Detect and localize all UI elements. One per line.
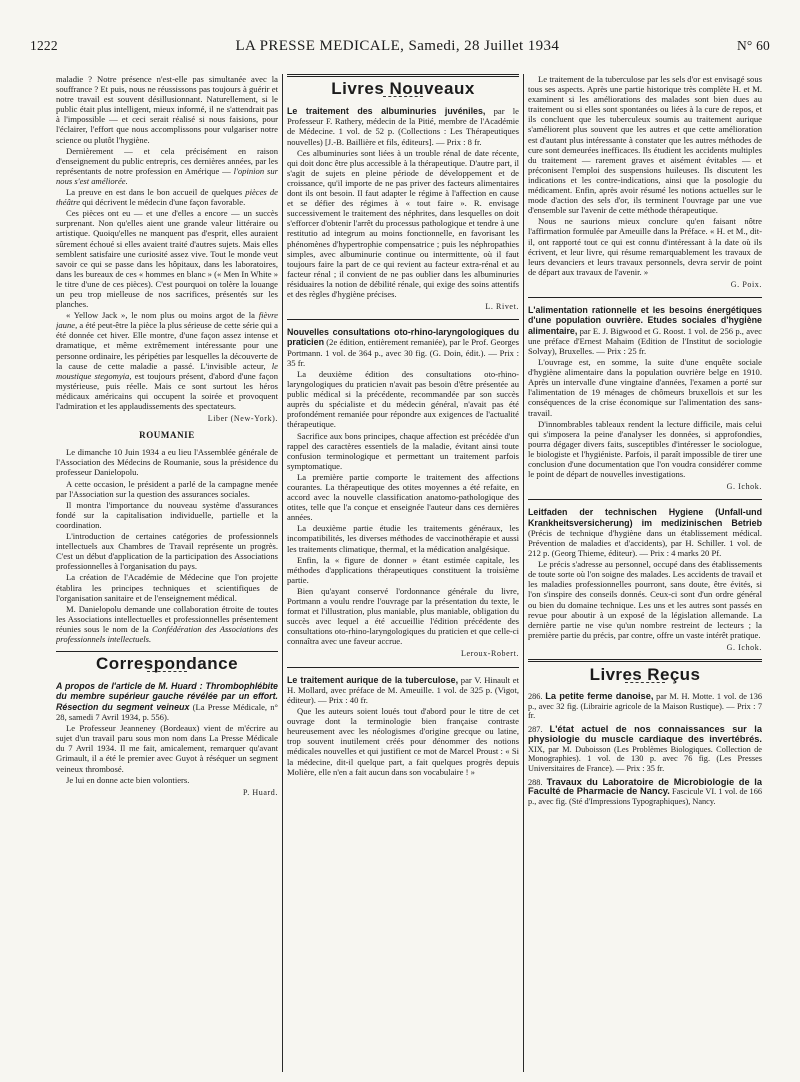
- column-rule-right: [523, 74, 524, 1072]
- section-title-livres-nouveaux: Livres Nouveaux: [331, 79, 475, 98]
- book-review: Ces albuminuries sont liées à un trouble rénal de date récente, qui doit donc être plus accessible à la thérapeutique. D'autre part, il s'agit de sujets en pleine période de développement et de croissance, qu'il importe de ne pas priver des facteurs alimentaires dont ils ont besoin. Il faut adapter le régime à l'affection en cause et se défier des régimes à « tout faire ». R. envisage successivement le traitement des néphrites, dans lesquelles on doit s'efforcer d'obtenir l'arrêt du processus pathologique et tendre à une restitutio ad integrum au moins fonctionnelle, en favorisant les phénomènes d'hypertrophie compensatrice ; puis les néphropathies simples, avec albuminurie continue ou intermittente, où il faut toujours faire la part de ce qui revient au facteur extra-rénal et au facteur rénal ; il convient de ne pas oublier dans les albuminuries résiduaires la notion de débilité rénale, qui exige des soins attentifs et des règles d'hygiène précises.: [287, 147, 519, 299]
- divider: [56, 651, 278, 652]
- paragraph: M. Danielopolu demande une collaboration étroite de toutes les Associations intellectuelles et professionnelles présentement réunies sous le nom de la Confédération des Associations des professionnels intellectuels.: [56, 603, 278, 644]
- book-entry-heading: Le traitement des albuminuries juvéniles, par le Professeur F. Rathery, médecin de la Pitié, membre de l'Académie de Médecine. 1 vol. de 52 p. (Collections : Les Thérapeutiques nouvelles) [J.-B. Baillière et fils, éditeurs]. — Prix : 8 fr.: [287, 106, 519, 147]
- list-item: 286. La petite ferme danoise, par M. H. Motte. 1 vol. de 136 p., avec 32 fig. (Librairie agricole de la Maison Rustique). — Prix : 7 fr.: [528, 691, 762, 721]
- paragraph: Le dimanche 10 Juin 1934 a eu lieu l'Assemblée générale de l'Association des Médecins de Roumanie, sous la présidence du professeur Danielopolu.: [56, 447, 278, 478]
- column-left: [56, 74, 278, 1074]
- book-review: Le traitement de la tuberculose par les sels d'or est envisagé sous tous ses aspects. Après une partie historique très complète H. et M. examinent si les améliorations des malades sont bien dues au traitement ou si elles sont spontanées ou liées à la cure de repos, et ils concluent que les tuberculeux soumis au traitement aurique s'améliorent plus souvent que les autres et que cette amélioration est d'autant plus intéressante à constater que les autres méthodes de cure sont demeurées inefficaces. Ils étudient les accidents multiples du traitement — rarement graves et aisément évitables — et préconisent l'emploi des suspensions huileuses. Ils discutent les indications et les contre-indications, ainsi que la posologie du médicament. Enfin, après avoir résumé les notions actuelles sur le mode d'action des sels d'or, ils terminent l'ouvrage par une vue d'ensemble sur l'avenir de cette méthode thérapeutique.: [528, 74, 762, 216]
- paragraph: Je lui en donne acte bien volontiers.: [66, 774, 190, 785]
- paragraph: « Yellow Jack », le nom plus ou moins argot de la fièvre jaune, a été peut-être la pièce la plus sérieuse de cette série qui a été donnée cet hiver. Elle montre, d'une façon assez intense et dramatique, et même extrêmement intéressante pour une personne ordinaire, les péripéties par lesquelles la découverte de la cause de cette maladie a passé. L'invisible acteur, le moustique stegomyia, est toujours présent, d'abord d'une façon mystérieuse, puis réelle. Mais ce sont surtout les héros médicaux américains qui occupent la soirée et provoquent l'admiration et les applaudissements des spectateurs.: [56, 310, 278, 411]
- page-header: [30, 38, 770, 60]
- divider: [287, 74, 519, 77]
- book-review: D'innombrables tableaux rendent la lecture difficile, mais celui qui s'imposera la peine d'analyser les données, si approfondies, pourra dégager divers faits, susceptibles d'intéresser le sociologue, le biologiste et l'hygiéniste. Parfois, il paraît impossible de tirer une conclusion d'une documentation que l'on voudra considérer comme le point de départ de nouvelles investigations.: [528, 418, 762, 480]
- paragraph: Ces pièces ont eu — et une d'elles a encore — un succès surprenant. Non qu'elles aient une grande valeur littéraire ou artistique. Quoiqu'elles ne manquent pas d'esprit, elles auraient sûrement échoué si elles avaient traité d'autres sujets. Mais elles semblent satisfaire une curiosité assez vive. Tout le monde veut savoir ce qui se passe dans les hôpitaux, dans les laboratoires, dans les bureaux de ces « hommes en blanc » (« Men In White » le titre d'une de ces pièces). C'est pourquoi on tolère la louange un peu trop mielleuse de nos sacrifices, présentés sur les planches.: [56, 208, 278, 310]
- signature: G. Poix.: [730, 279, 762, 289]
- divider: [287, 319, 519, 320]
- signature: Liber (New-York).: [207, 414, 278, 424]
- signature: Leroux-Robert.: [461, 649, 519, 659]
- book-review: L'ouvrage est, en somme, la suite d'une enquête sociale d'hygiène alimentaire dans la population ouvrière belge en 1910. Après un intervalle d'une vingtaine d'années, l'examen a porté sur l'alimentation de 19 ménages de chômeurs bruxellois et sur les conséquences de la crise économique sur l'alimentation des sans-travail.: [528, 357, 762, 418]
- received-books-list: [528, 692, 762, 807]
- book-review: La deuxième édition des consultations oto-rhino-laryngologiques du praticien n'avait pas besoin d'être présentée au public médical si la précédente, recommandée par son succès auprès du spécialiste et du médecin général, n'avait pas été profondément remaniée pour répondre aux exigences de l'actualité thérapeutique.: [287, 368, 519, 430]
- book-entry-heading: Nouvelles consultations oto-rhino-laryngologiques du praticien (2e édition, entièrement remaniée), par le Prof. Georges Portmann. 1 vol. de 364 p., avec 30 fig. (G. Doin, édit.). — Prix : 35 fr.: [287, 327, 519, 368]
- book-entry-heading: Le traitement aurique de la tuberculose, par V. Hinault et H. Mollard, avec préface de M. Ameuille. 1 vol. de 325 p. (Vigot, éditeur). — Prix : 40 fr.: [287, 674, 519, 705]
- paragraph: maladie ? Notre présence n'est-elle pas simultanée avec la souffrance ? Et puis, nous ne réussissons pas toujours à guérir et notre travail est souvent désillusionnant. Naturellement, si le public était plus intelligent, mieux informé, il ne s'attendrait pas à l'impossible — et ceci serait réalisé si nous faisions, pour l'éclairer, l'effort que nous accomplissons pour vulgariser notre science ou plutôt l'hygiène.: [56, 74, 278, 145]
- column-middle: [287, 74, 519, 1074]
- paragraph: Il montra l'importance du nouveau système d'assurances fondé sur la capitalisation individuelle, partielle et la coordination.: [56, 499, 278, 530]
- paragraph: Le Professeur Jeanneney (Bordeaux) vient de m'écrire au sujet d'un travail paru sous mon nom dans La Presse Médicale du 7 Avril 1934. Il me fait, amicalement, remarquer qu'avant Grimault, il a été le premier avec Guyot à réséquer un segment veineux thrombosé.: [56, 723, 278, 774]
- signature: G. Ichok.: [726, 482, 762, 492]
- paragraph: La création de l'Académie de Médecine que l'on projette établira les principes techniques et scientifiques de l'organisation sanitaire et de l'enseignement médical.: [56, 572, 278, 603]
- book-review: La première partie comporte le traitement des affections courantes. La thérapeutique des otites moyennes a été refaite, en accord avec la nouvelle classification anatomo-pathologique des otites, telle que l'a conçue et enseignée l'auteur dans ces dernières années.: [287, 471, 519, 523]
- issue-number: N° 60: [736, 38, 770, 53]
- book-review: Nous ne saurions mieux conclure qu'en faisant nôtre l'affirmation formulée par Ameuille dans la Préface. « H. et M., dit-il, ont rapporté tout ce qui est connu d'intéressant à la date où ils écrivent, et leur livre, qui résume remarquablement les travaux de leurs devanciers et leurs travaux personnels, devra servir de point de départ aux travaux de l'avenir. »: [528, 216, 762, 277]
- book-review: Le précis s'adresse au personnel, occupé dans des établissements de toute sorte où l'on soigne des malades. Les accidents de travail et les maladies professionnelles pourront, sans doute, être évités, si l'on s'inspire des conseils donnés. Ceux-ci sont d'un ordre général ou bien du domaine technique. Les uns et les autres sont passés en revue pour aboutir à un exposé de la législation allemande. La dernière partie ne vise qu'un nombre restreint de lecteurs ; la première partie du précis, par contre, offre un vaste intérêt pratique.: [528, 559, 762, 640]
- book-review: Enfin, la « figure de donner » étant estimée capitale, les méthodes d'applications thérapeutiques constituent la troisième partie.: [287, 554, 519, 585]
- book-review: Que les auteurs soient loués tout d'abord pour le titre de cet ouvrage dont la terminologie bien française contraste heureusement avec les néologismes d'origine grecque ou latine, trop souvent inutilement créés pour dénommer des notions médicales nouvelles et qui justifient ce mot de Marcel Proust : « Si la médecine, dit-il quelque part, a fait quelques progrès depuis Molière, elle n'en a fait aucun dans son vocabulaire ! »: [287, 706, 519, 777]
- letter-heading: A propos de l'article de M. Huard : Thrombophlébite du membre supérieur gauche révélée par un effort. Résection du segment veineux (La Presse Médicale, n° 28, samedi 7 Avril 1934, p. 556).: [56, 681, 278, 723]
- divider: [528, 659, 762, 662]
- book-review: Bien qu'ayant conservé l'ordonnance générale du livre, Portmann a voulu rendre l'ouvrage par la présentation du texte, le format et l'illustration, plus maniable, plus maniable, obligation du succès avec lequel a été accueillie l'édition précédente des consultations oto-rhino-laryngologiques du praticien et que celle-ci connaîtra avec une faveur accrue.: [287, 585, 519, 647]
- signature: L. Rivet.: [485, 302, 519, 312]
- section-heading-roumanie: ROUMANIE: [139, 430, 195, 441]
- column-rule-left: [282, 74, 283, 1072]
- paragraph: L'introduction de certaines catégories de professionnels intellectuels aux Chambres de Travail représente un progrès. C'est un début d'application de la participation des Associations professionnelles à l'organisation du pays.: [56, 531, 278, 572]
- column-right: [528, 74, 762, 1074]
- section-title-livres-recus: Livres Reçus: [589, 664, 701, 684]
- signature: G. Ichok.: [726, 642, 762, 652]
- list-item: 288. Travaux du Laboratoire de Microbiologie de la Faculté de Pharmacie de Nancy. Fascicule VI. 1 vol. de 166 p., avec fig. (Sté d'Impressions Typographiques), Nancy.: [528, 776, 762, 807]
- page-number: 1222: [30, 38, 58, 53]
- section-title-correspondance: Correspondance: [95, 654, 239, 674]
- book-entry-heading: Leitfaden der technischen Hygiene (Unfall-und Krankheitsversicherung) im medizinischen Betrieb (Précis de technique d'hygiène dans un établissement médical. Prévention de maladies et d'accidents), par H. Schiller. 1 vol. de 212 p. (Georg Thieme, éditeur). — Prix : 4 marks 20 Pf.: [528, 507, 762, 559]
- paragraph: Dernièrement — et cela précisément en raison d'enseignement du public entrepris, ces dernières années, par les représentants de notre profession en Amérique — l'opinion sur nous s'est améliorée.: [56, 145, 278, 186]
- list-item: 287. L'état actuel de nos connaissances sur la physiologie du muscle cardiaque des invertébrés. XIX, par M. Duboisson (Les Problèmes Biologiques. Collection de Monographies). 1 vol. de 130 p. avec 76 fig. (Les Presses Universitaires de France). — Prix : 35 fr.: [528, 724, 762, 773]
- divider: [528, 297, 762, 298]
- book-entry-heading: L'alimentation rationnelle et les besoins énergétiques d'une population ouvrière. Etudes sociales d'hygiène alimentaire, par E. J. Bigwood et G. Roost. 1 vol. de 256 p., avec une préface d'Ernest Mahaim (Edition de l'Institut de sociologie Solvay), Bruxelles. — Prix : 25 fr.: [528, 304, 762, 356]
- publication-title: LA PRESSE MEDICALE, Samedi, 28 Juillet 1934: [235, 38, 560, 54]
- paragraph: A cette occasion, le président a parlé de la campagne menée par l'Association sur la question des assurances sociales.: [56, 478, 278, 499]
- divider: [528, 499, 762, 500]
- book-review: Sacrifice aux bons principes, chaque affection est précédée d'un rappel des caractères essentiels de la maladie, évitant ainsi toute confusion terminologique et permettant un traitement parfois symptomatique.: [287, 430, 519, 471]
- divider: [287, 667, 519, 668]
- paragraph: La preuve en est dans le bon accueil de quelques pièces de théâtre qui décrivent le médecin d'une façon favorable.: [56, 187, 278, 208]
- book-review: La deuxième partie étudie les traitements généraux, les incompatibilités, les diverses méthodes de vaccinothérapie et aussi les traitements climatique, thermal, et la médication analgésique.: [287, 523, 519, 554]
- signature: P. Huard.: [243, 787, 278, 797]
